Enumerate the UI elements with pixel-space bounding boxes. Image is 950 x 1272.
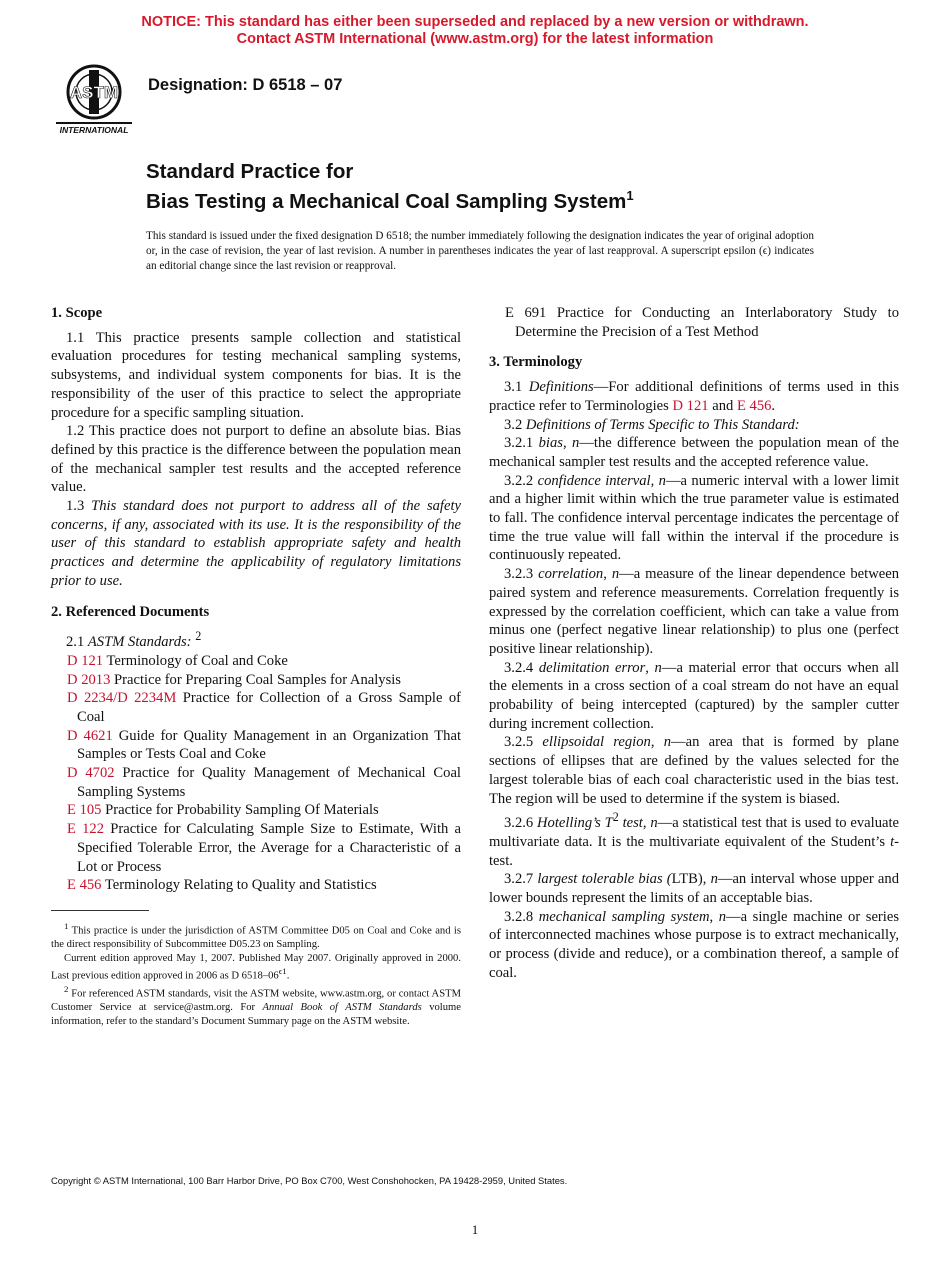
reference-link[interactable]: D 121 [67, 652, 104, 669]
definition-pos: n [710, 871, 718, 888]
definition-item [489, 565, 899, 659]
astm-logo [54, 64, 134, 134]
scope-1-3-text: This standard does not purport to address all of the safety concerns, if any, associated with its use. It is the responsibility of the user of this standard to establish appropriate safety and health practices and determine the applicability of regulatory limitations prior to use. [51, 498, 461, 589]
definition-pos: n [650, 815, 658, 832]
astm-logo-icon [54, 64, 134, 136]
reference-title: Terminology Relating to Quality and Statistics [104, 877, 377, 894]
refdocs-sub-label: ASTM Standards: [87, 634, 192, 651]
term-3-2-label: Definitions of Terms Specific to This Standard: [525, 416, 800, 433]
definition-term: ellipsoidal region [542, 734, 651, 751]
reference-item [51, 820, 461, 876]
footnote-divider [51, 910, 149, 911]
definition-term: Hotelling’s T [537, 815, 613, 832]
definition-text: —an area that is formed by plane sections of ellipses that are defined by the values selected for the largest tolerable bias of each coal characteristic used in the bias test. The region will be used to determine if the system is biased. [489, 734, 900, 807]
definition-term: delimitation error [538, 659, 646, 676]
reference-e691: E 691 Practice for Conducting an Interlaboratory Study to Determine the Precision of a Test Method [505, 305, 899, 340]
title-footnote-mark: 1 [626, 188, 634, 203]
refdocs-sub-mark: 2 [195, 629, 202, 644]
reference-link-e456[interactable]: E 456 [736, 397, 772, 414]
reference-link[interactable]: D 2013 [67, 671, 111, 688]
reference-item [51, 652, 461, 671]
reference-item [51, 801, 461, 820]
footnotes [51, 920, 461, 1028]
definition-num: 3.2.4 [504, 659, 539, 676]
definition-num: 3.2.2 [504, 472, 538, 489]
reference-item [51, 671, 461, 690]
logo-wordmark: INTERNATIONAL [59, 125, 129, 135]
definition-item [489, 659, 899, 734]
reference-list [51, 652, 461, 895]
definition-num: 3.2.7 [504, 871, 538, 888]
title-main: Bias Testing a Mechanical Coal Sampling System [146, 189, 627, 213]
reference-item [51, 764, 461, 801]
term-3-1-end: . [771, 397, 776, 414]
reference-link[interactable]: D 4702 [67, 765, 115, 782]
term-3-1 [489, 378, 899, 415]
refdocs-astm-standards [51, 627, 461, 652]
footnote-1-end: . [286, 970, 290, 982]
footnote-2-text-a: For referenced ASTM standards, visit the ASTM website, www.astm.org, or contact ASTM Customer Service at service@astm.org. For [51, 988, 461, 1014]
scope-heading: 1. Scope [51, 305, 103, 321]
term-3-2-num: 3.2 [504, 416, 526, 433]
designation: Designation: D 6518 – 07 [148, 76, 343, 94]
definition-item [489, 434, 899, 471]
definition-sup: 2 [612, 810, 619, 825]
definition-sep: , [603, 566, 612, 583]
footnote-1 [51, 920, 461, 952]
term-3-1-label: Definitions [528, 379, 594, 396]
scope-1-1: 1.1 This practice presents sample collection and statistical evaluation procedures for testing mechanical sampling systems, subsystems, and individual system components for bias. It is the responsibility of the user of this practice to select the appropriate procedure for a specific sampling situation. [51, 329, 461, 421]
refdocs-sub-num: 2.1 [66, 634, 88, 651]
definition-num: 3.2.5 [504, 734, 543, 751]
definition-sep: , [645, 659, 655, 676]
footnote-1-text: This practice is under the jurisdiction of ASTM Committee D05 on Coal and Coke and is the direct responsibility of Subcommittee D05.23 on Sampling. [51, 925, 461, 951]
footnote-2-text-b: volume information, refer to the standard’s Document Summary page on the ASTM website. [51, 1002, 461, 1027]
definition-pos: n [611, 566, 620, 583]
withdrawal-notice [0, 14, 950, 48]
reference-link[interactable]: D 4621 [67, 727, 113, 744]
term-3-1-and: and [708, 397, 737, 414]
definition-sep: , [650, 734, 664, 751]
definition-text: —a material error that occurs when all the elements in a cross section of a coal stream do not have an equal probability of being intercepted (captured) by the sampler cutter during increment collection. [489, 659, 900, 732]
definition-sep: , [709, 908, 719, 925]
definition-term: confidence interval [537, 472, 651, 489]
definition-text: —an interval whose upper and lower bounds represent the limits of an acceptable bias. [489, 871, 899, 906]
scope-1-3-num: 1.3 [66, 498, 92, 515]
term-3-1-text: —For additional definitions of terms used in this practice refer to Terminologies [489, 379, 900, 414]
definition-pos: n [718, 908, 727, 925]
footnote-2-italic: Annual Book of ASTM Standards [262, 1002, 422, 1014]
reference-link[interactable]: E 122 [67, 821, 105, 838]
definition-text: —a numeric interval with a lower limit and a higher limit within which the true parameter value is estimated to fall. The confidence interval percentage indicates the percentage of time the true value will fall within the interval if the procedure is continuously repeated. [489, 472, 899, 564]
footnote-1-edition [51, 952, 461, 984]
footnote-2 [51, 983, 461, 1028]
definition-term: mechanical sampling system [538, 908, 710, 925]
definition-abbrev: LTB), [671, 871, 711, 888]
definition-sep: , [642, 815, 651, 832]
definition-term-2: test [618, 815, 643, 832]
definition-t: t [890, 833, 895, 850]
title-line-2 [146, 184, 634, 214]
refdocs-heading: 2. Referenced Documents [51, 603, 210, 620]
definition-text: —a single machine or series of interconnected machines whose purpose is to extract mechanically, or process (divide and reduce), or a combination thereof, a sample of coal. [489, 908, 899, 981]
notice-line-2: Contact ASTM International (www.astm.org) for the latest information [236, 31, 714, 47]
definition-item [489, 733, 899, 808]
definition-text: —a statistical test that is used to evaluate multivariate data. It is the multivariate equivalent of the Student’s [489, 815, 899, 850]
definition-sep: , [650, 472, 659, 489]
definition-hotelling [489, 808, 899, 870]
reference-link[interactable]: D 2234/D 2234M [67, 690, 177, 707]
notice-line-1: NOTICE: This standard has either been superseded and replaced by a new version or withdrawn. [141, 14, 809, 30]
footnote-1-mark: 1 [64, 921, 69, 931]
term-3-1-num: 3.1 [504, 379, 529, 396]
reference-title: Practice for Probability Sampling Of Materials [105, 802, 379, 819]
footnote-1-edition-text: Current edition approved May 1, 2007. Published May 2007. Originally approved in 2000. Last previous edition approved in 2006 as D 6518–06 [51, 952, 461, 982]
definition-pos: n [658, 472, 666, 489]
reference-item [51, 727, 461, 764]
reference-title: Practice for Quality Management of Mechanical Coal Sampling Systems [77, 765, 461, 800]
definition-text: —a measure of the linear dependence between paired system and reference measurements. Correlation frequently is expressed by the correlation coefficient, which can take a value from minus one (perfect negative linear relationship) to plus one (perfect positive linear relationship). [489, 566, 900, 657]
definition-ltb [489, 870, 899, 907]
definition-term: largest tolerable bias ( [537, 871, 672, 888]
definition-num: 3.2.3 [504, 566, 539, 583]
document-title [146, 160, 634, 214]
definition-sep: , [562, 435, 573, 452]
reference-title: Guide for Quality Management in an Organization That Samples or Tests Coal and Coke [77, 727, 461, 763]
scope-1-3 [51, 497, 461, 591]
definition-pos: n [572, 435, 580, 452]
issue-note: This standard is issued under the fixed designation D 6518; the number immediately following the designation indicates the year of original adoption or, in the case of revision, the year of last revision. A number in parentheses indicates the year of last reapproval. A superscript epsilon (ϵ) indicates an editorial change since the last revision or reapproval. [146, 230, 814, 273]
reference-title: Terminology of Coal and Coke [106, 652, 288, 669]
reference-item [51, 876, 461, 895]
definition-num: 3.2.8 [504, 908, 539, 925]
left-column [51, 304, 461, 895]
definition-pos: n [663, 734, 672, 751]
title-line-1: Standard Practice for [146, 160, 354, 183]
footnote-1-epsilon: ϵ1 [278, 966, 287, 977]
definition-mechanical-sampling-system [489, 908, 899, 983]
logo-letters: ASTM [69, 83, 119, 102]
definition-term: correlation [538, 566, 604, 583]
reference-item [51, 689, 461, 726]
definition-text: —the difference between the population mean of the mechanical sampler test results and the accepted reference value. [489, 435, 900, 470]
reference-title: Practice for Calculating Sample Size to Estimate, With a Specified Tolerable Error, the Average for a Characteristic of a Lot or Process [77, 821, 461, 875]
reference-title: Practice for Collection of a Gross Sample of Coal [77, 690, 462, 725]
terminology-heading: 3. Terminology [489, 354, 583, 371]
definition-item [489, 472, 899, 566]
reference-link[interactable]: E 105 [67, 802, 102, 819]
definition-term: bias [538, 435, 563, 452]
right-column [489, 304, 899, 982]
footnote-2-mark: 2 [64, 984, 69, 995]
page-number: 1 [471, 1222, 479, 1237]
reference-link[interactable]: E 456 [67, 877, 102, 894]
reference-link-d121[interactable]: D 121 [672, 397, 709, 414]
reference-title: Practice for Preparing Coal Samples for Analysis [114, 671, 401, 688]
definition-end: -test. [489, 833, 899, 869]
copyright: Copyright © ASTM International, 100 Barr Harbor Drive, PO Box C700, West Conshohocken, PA 19428-2959, United States. [51, 1175, 568, 1186]
definition-pos: n [654, 659, 662, 676]
scope-1-2: 1.2 This practice does not purport to define an absolute bias. Bias defined by this practice is the difference between the population mean of the mechanical sampler test results and the accepted reference value. [51, 423, 461, 496]
term-3-2 [489, 416, 899, 435]
definition-num: 3.2.6 [504, 815, 537, 832]
definition-num: 3.2.1 [504, 435, 539, 452]
